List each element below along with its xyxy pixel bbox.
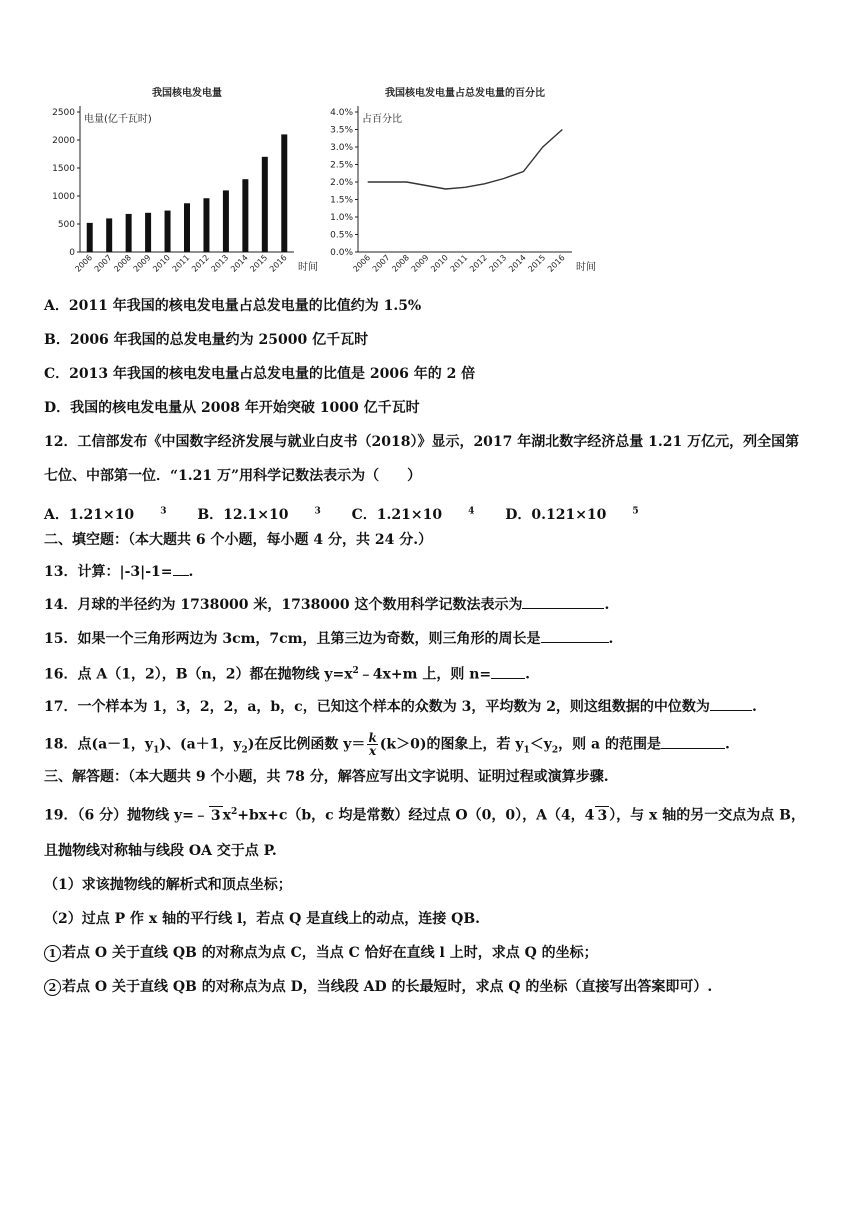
- q18-sub2: 2: [241, 745, 248, 756]
- q13-text: 13．计算：|-3|-1=: [44, 564, 173, 580]
- y-tick-label: 2.5%: [330, 160, 353, 171]
- circled-two: 2: [44, 979, 61, 996]
- chart-xlabel: 时间: [298, 262, 318, 273]
- q12-choice-b: [197, 507, 320, 523]
- q18-sub1b: 1: [523, 745, 530, 756]
- circled-one: 1: [44, 945, 61, 962]
- bar: [145, 213, 151, 252]
- q18-sub2b: 2: [551, 745, 559, 756]
- q19-text-a: 19．（6 分）抛物线 y=﹣: [44, 807, 208, 824]
- q14-blank: [522, 594, 604, 609]
- q17-text: 17．一个样本为 1，3，2，2，a，b，c，已知这个样本的众数为 3，平均数为 2，则这组数据的中位数为: [44, 699, 710, 715]
- q17: [44, 696, 757, 716]
- y-tick-label: 2000: [52, 136, 75, 146]
- bar: [87, 223, 93, 252]
- bar: [281, 134, 287, 252]
- bar-chart: [40, 80, 318, 280]
- q11-option-b: B．2006 年我国的总发电量约为 25000 亿千瓦时: [44, 332, 369, 348]
- q13-end: .: [188, 564, 194, 580]
- q17-end: .: [751, 699, 757, 715]
- y-tick-label: 3.0%: [330, 143, 353, 153]
- bar-chart-svg: [40, 80, 318, 280]
- bar: [262, 157, 268, 252]
- x-tick-label: 2008: [390, 253, 412, 274]
- x-tick-label: 2011: [448, 253, 470, 274]
- q12-choice-d: [505, 507, 638, 523]
- x-tick-label: 2016: [267, 253, 289, 274]
- q18-text-f: ，则 a 的范围是: [558, 736, 661, 753]
- section3-heading: 三、解答题：（本大题共 9 个小题，共 78 分，解答应写出文字说明、证明过程或演算步骤.: [44, 769, 609, 785]
- y-tick-label: 3.5%: [330, 125, 353, 136]
- q19-part2-2-text: 若点 O 关于直线 QB 的对称点为点 D，当线段 AD 的长最短时，求点 Q 的坐标（直接写出答案即可）.: [62, 979, 713, 995]
- q19-text-c: +bx+c（b，c 均是常数）经过点 O（0，0），A（4，4: [237, 807, 595, 824]
- y-tick-label: 1.5%: [330, 195, 353, 206]
- q16-blank: [491, 664, 525, 679]
- q18-text-e: ＜y: [529, 736, 552, 753]
- bar: [223, 190, 229, 252]
- x-tick-label: 2009: [409, 253, 431, 274]
- line-chart: [318, 80, 596, 280]
- x-tick-label: 2016: [545, 253, 567, 274]
- q16-text-a: 16．点 A（1，2），B（n，2）都在抛物线 y=x: [44, 666, 353, 683]
- q19-sqrt3-a: 3: [210, 807, 221, 824]
- x-tick-label: 2011: [170, 253, 192, 274]
- q15: [44, 628, 613, 648]
- x-tick-label: 2015: [248, 253, 270, 274]
- q12-choice-d-text: D．0.121×10: [505, 506, 607, 523]
- y-tick-label: 0: [69, 248, 75, 258]
- bar: [106, 218, 112, 252]
- q19-part2-1-text: 若点 O 关于直线 QB 的对称点为点 C，当点 C 恰好在直线 l 上时，求点 Q 的坐标；: [62, 945, 598, 961]
- y-tick-label: 4.0%: [330, 108, 353, 118]
- chart-title: 我国核电发电量占总发电量的百分比: [385, 88, 545, 99]
- bar: [126, 214, 132, 252]
- x-tick-label: 2006: [73, 253, 95, 274]
- q12-choices: [44, 502, 665, 524]
- x-tick-label: 2012: [468, 253, 489, 274]
- x-tick-label: 2013: [209, 253, 231, 274]
- x-tick-label: 2007: [370, 253, 392, 274]
- q19-part2: （2）过点 P 作 x 轴的平行线 l，若点 Q 是直线上的动点，连接 QB.: [44, 911, 481, 927]
- q16-text-b: ﹣4x+m 上，则 n=: [358, 666, 492, 683]
- q13-blank: [173, 561, 189, 576]
- q12-choice-c-text: C．1.21×10: [351, 506, 443, 523]
- q19-line1: [44, 803, 805, 825]
- x-tick-label: 2012: [190, 253, 211, 274]
- q15-text: 15．如果一个三角形两边为 3cm，7cm，且第三边为奇数，则三角形的周长是: [44, 631, 541, 647]
- q12-choice-c: [352, 507, 475, 523]
- chart-ylabel: 电量(亿千瓦时): [84, 114, 152, 125]
- chart-title: 我国核电发电量: [152, 88, 222, 99]
- q12-text1: 12．工信部发布《中国数字经济发展与就业白皮书（2018）》显示，2017 年湖北数字经济总量 1.21 万亿元，列全国第: [44, 434, 800, 450]
- section2-heading: 二、填空题：（本大题共 6 个小题，每小题 4 分，共 24 分.）: [44, 532, 433, 548]
- x-tick-label: 2010: [429, 253, 450, 274]
- line-chart-svg: [318, 80, 596, 280]
- bar: [184, 203, 190, 252]
- x-tick-label: 2007: [92, 253, 114, 274]
- q14-text: 14．月球的半径约为 1738000 米，1738000 这个数用科学记数法表示为: [44, 597, 523, 613]
- q11-option-a: A．2011 年我国的核电发电量占总发电量的比值约为 1.5%: [44, 298, 422, 314]
- q16-end: .: [525, 666, 530, 683]
- q12-choice-a: [44, 507, 166, 523]
- series-line: [368, 130, 563, 190]
- q19-exp: 2: [230, 807, 238, 817]
- q18-text-c: )在反比例函数 y＝: [247, 736, 366, 753]
- y-tick-label: 2500: [52, 108, 75, 118]
- q18-fraction: [367, 732, 377, 757]
- q12-choice-b-text: B．12.1×10: [197, 506, 289, 523]
- x-tick-label: 2014: [507, 253, 528, 274]
- q16: [44, 662, 530, 684]
- x-tick-label: 2013: [487, 253, 509, 274]
- y-tick-label: 1.0%: [330, 213, 353, 223]
- x-tick-label: 2015: [526, 253, 548, 274]
- q12-line1: [44, 433, 799, 451]
- q18-blank: [661, 734, 725, 749]
- q16-exp: 2: [352, 666, 359, 676]
- x-tick-label: 2006: [351, 253, 373, 274]
- q12-choice-c-exp: 4: [468, 506, 475, 516]
- y-tick-label: 0.0%: [330, 248, 353, 258]
- q11-option-d: D．我国的核电发电量从 2008 年开始突破 1000 亿千瓦时: [44, 400, 420, 416]
- y-tick-label: 0.5%: [330, 230, 353, 241]
- q18-end: .: [724, 736, 730, 753]
- bar: [242, 179, 248, 252]
- x-tick-label: 2008: [112, 253, 134, 274]
- bar: [165, 211, 171, 252]
- q12-choice-d-exp: 5: [632, 506, 639, 516]
- y-tick-label: 2.0%: [330, 178, 353, 188]
- q14-end: .: [604, 597, 610, 613]
- y-tick-label: 1000: [52, 192, 75, 202]
- x-tick-label: 2010: [151, 253, 172, 274]
- q19-part2-2: [44, 978, 712, 996]
- q18-fraction-den: x: [369, 744, 377, 758]
- q19-sqrt3-b: 3: [597, 807, 608, 824]
- q15-blank: [541, 628, 609, 643]
- chart-xlabel: 时间: [576, 262, 596, 273]
- x-tick-label: 2009: [131, 253, 153, 274]
- q19-part1: （1）求该抛物线的解析式和顶点坐标；: [44, 877, 292, 893]
- bar: [203, 198, 209, 252]
- q18-sub1: 1: [153, 745, 160, 756]
- q18-fraction-num: k: [368, 731, 377, 745]
- q19-text-d: ），与 x 轴的另一交点为点 B，: [609, 807, 805, 824]
- q11-option-c: C．2013 年我国的核电发电量占总发电量的比值是 2006 年的 2 倍: [44, 366, 476, 382]
- q13: [44, 561, 193, 581]
- q18-text-d: (k＞0)的图象上，若 y: [379, 736, 524, 753]
- q18-text-a: 18．点(a－1，y: [44, 736, 154, 753]
- q12-line2: 七位、中部第一位．“1.21 万”用科学记数法表示为（ ）: [44, 468, 422, 484]
- chart-ylabel: 占百分比: [362, 114, 402, 125]
- q19-text-b: x: [222, 807, 231, 824]
- q19-part2-1: [44, 944, 598, 962]
- y-tick-label: 500: [57, 220, 75, 230]
- q18-text-b: )、(a＋1，y: [159, 736, 242, 753]
- q15-end: .: [608, 631, 614, 647]
- q12-choice-a-exp: 3: [160, 506, 167, 516]
- q17-blank: [710, 696, 752, 711]
- x-tick-label: 2014: [229, 253, 250, 274]
- q18: [44, 732, 730, 759]
- q12-choice-a-text: A．1.21×10: [44, 506, 135, 523]
- q19-line2: 且抛物线对称轴与线段 OA 交于点 P.: [44, 843, 277, 859]
- q12-choice-b-exp: 3: [314, 506, 321, 516]
- y-tick-label: 1500: [52, 164, 75, 174]
- q14: [44, 594, 609, 614]
